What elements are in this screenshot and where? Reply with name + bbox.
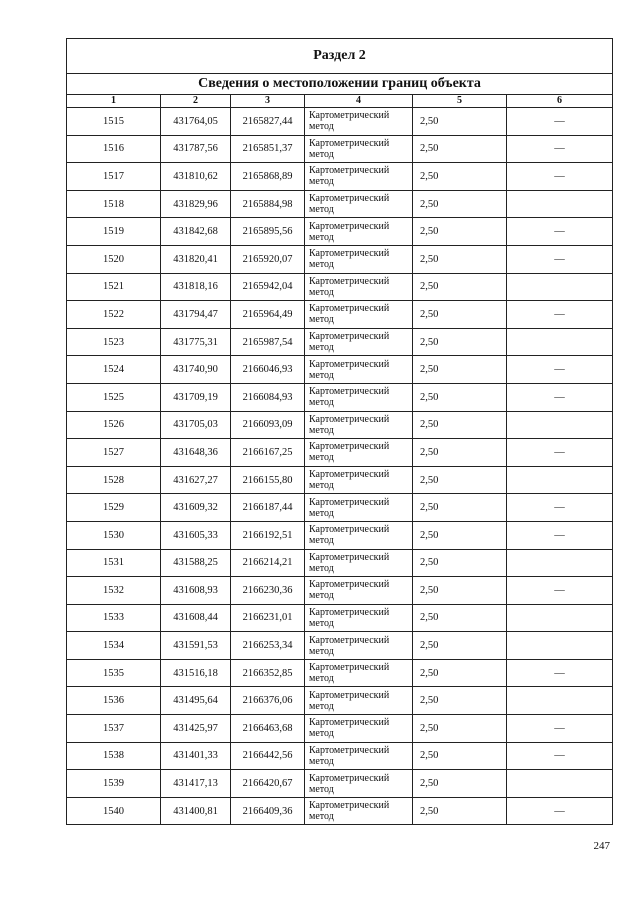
accuracy-cell: 2,50 [413, 190, 507, 218]
point-number: 1517 [67, 163, 161, 191]
point-number: 1539 [67, 770, 161, 798]
table-row [67, 218, 613, 246]
coord-y: 2166084,93 [231, 383, 305, 411]
note-cell [507, 273, 613, 301]
method-cell: Картометрический метод [305, 411, 413, 439]
column-number: 2 [161, 95, 231, 108]
method-cell: Картометрический метод [305, 494, 413, 522]
method-cell: Картометрический метод [305, 797, 413, 825]
method-cell: Картометрический метод [305, 659, 413, 687]
coord-y: 2166420,67 [231, 770, 305, 798]
point-number: 1540 [67, 797, 161, 825]
coord-x: 431495,64 [161, 687, 231, 715]
note-cell: — [507, 715, 613, 743]
coord-x: 431764,05 [161, 108, 231, 136]
table-row [67, 632, 613, 660]
method-cell: Картометрический метод [305, 521, 413, 549]
coord-x: 431842,68 [161, 218, 231, 246]
table-row [67, 466, 613, 494]
note-cell [507, 549, 613, 577]
point-number: 1527 [67, 439, 161, 467]
table-row [67, 770, 613, 798]
coord-x: 431605,33 [161, 521, 231, 549]
table-row [67, 245, 613, 273]
accuracy-cell: 2,50 [413, 549, 507, 577]
coord-x: 431709,19 [161, 383, 231, 411]
coord-y: 2165987,54 [231, 328, 305, 356]
point-number: 1529 [67, 494, 161, 522]
point-number: 1520 [67, 245, 161, 273]
table-row [67, 135, 613, 163]
coord-x: 431425,97 [161, 715, 231, 743]
point-number: 1534 [67, 632, 161, 660]
note-cell [507, 632, 613, 660]
accuracy-cell: 2,50 [413, 301, 507, 329]
coord-y: 2165964,49 [231, 301, 305, 329]
method-cell: Картометрический метод [305, 245, 413, 273]
coord-x: 431591,53 [161, 632, 231, 660]
note-cell: — [507, 383, 613, 411]
method-cell: Картометрический метод [305, 577, 413, 605]
coord-x: 431588,25 [161, 549, 231, 577]
table-row [67, 797, 613, 825]
table-row [67, 577, 613, 605]
point-number: 1537 [67, 715, 161, 743]
coord-y: 2165827,44 [231, 108, 305, 136]
accuracy-cell: 2,50 [413, 411, 507, 439]
coord-y: 2166046,93 [231, 356, 305, 384]
table-row [67, 687, 613, 715]
coord-x: 431740,90 [161, 356, 231, 384]
note-cell: — [507, 521, 613, 549]
method-cell: Картометрический метод [305, 328, 413, 356]
coord-x: 431787,56 [161, 135, 231, 163]
column-number: 1 [67, 95, 161, 108]
coord-y: 2166463,68 [231, 715, 305, 743]
section-title: Раздел 2 [67, 39, 613, 74]
table-row [67, 549, 613, 577]
coord-x: 431820,41 [161, 245, 231, 273]
method-cell: Картометрический метод [305, 439, 413, 467]
coord-y: 2166214,21 [231, 549, 305, 577]
coord-x: 431516,18 [161, 659, 231, 687]
point-number: 1521 [67, 273, 161, 301]
note-cell: — [507, 742, 613, 770]
coord-x: 431829,96 [161, 190, 231, 218]
method-cell: Картометрический метод [305, 190, 413, 218]
coord-x: 431608,44 [161, 604, 231, 632]
accuracy-cell: 2,50 [413, 439, 507, 467]
point-number: 1526 [67, 411, 161, 439]
method-cell: Картометрический метод [305, 273, 413, 301]
note-cell [507, 604, 613, 632]
method-cell: Картометрический метод [305, 549, 413, 577]
note-cell: — [507, 659, 613, 687]
coord-x: 431608,93 [161, 577, 231, 605]
method-cell: Картометрический метод [305, 715, 413, 743]
method-cell: Картометрический метод [305, 742, 413, 770]
column-number: 3 [231, 95, 305, 108]
accuracy-cell: 2,50 [413, 521, 507, 549]
accuracy-cell: 2,50 [413, 742, 507, 770]
table-row [67, 273, 613, 301]
table-row [67, 494, 613, 522]
note-cell [507, 328, 613, 356]
accuracy-cell: 2,50 [413, 687, 507, 715]
method-cell: Картометрический метод [305, 383, 413, 411]
accuracy-cell: 2,50 [413, 797, 507, 825]
accuracy-cell: 2,50 [413, 108, 507, 136]
method-cell: Картометрический метод [305, 770, 413, 798]
note-cell [507, 687, 613, 715]
point-number: 1530 [67, 521, 161, 549]
coord-y: 2165884,98 [231, 190, 305, 218]
note-cell: — [507, 301, 613, 329]
table-row [67, 301, 613, 329]
note-cell: — [507, 356, 613, 384]
method-cell: Картометрический метод [305, 218, 413, 246]
coord-y: 2165942,04 [231, 273, 305, 301]
accuracy-cell: 2,50 [413, 383, 507, 411]
coord-x: 431810,62 [161, 163, 231, 191]
coord-y: 2166093,09 [231, 411, 305, 439]
coord-x: 431627,27 [161, 466, 231, 494]
note-cell [507, 190, 613, 218]
coord-y: 2165868,89 [231, 163, 305, 191]
note-cell: — [507, 494, 613, 522]
accuracy-cell: 2,50 [413, 632, 507, 660]
point-number: 1536 [67, 687, 161, 715]
note-cell: — [507, 245, 613, 273]
accuracy-cell: 2,50 [413, 245, 507, 273]
table-row [67, 604, 613, 632]
method-cell: Картометрический метод [305, 604, 413, 632]
point-number: 1532 [67, 577, 161, 605]
point-number: 1531 [67, 549, 161, 577]
coord-x: 431417,13 [161, 770, 231, 798]
point-number: 1516 [67, 135, 161, 163]
accuracy-cell: 2,50 [413, 770, 507, 798]
method-cell: Картометрический метод [305, 687, 413, 715]
coord-y: 2166187,44 [231, 494, 305, 522]
boundary-table [66, 38, 613, 825]
coord-x: 431609,32 [161, 494, 231, 522]
method-cell: Картометрический метод [305, 356, 413, 384]
method-cell: Картометрический метод [305, 135, 413, 163]
section-subtitle: Сведения о местоположении границ объекта [67, 74, 613, 95]
coord-y: 2166442,56 [231, 742, 305, 770]
accuracy-cell: 2,50 [413, 715, 507, 743]
column-number: 4 [305, 95, 413, 108]
coord-y: 2165851,37 [231, 135, 305, 163]
point-number: 1515 [67, 108, 161, 136]
accuracy-cell: 2,50 [413, 577, 507, 605]
coord-y: 2166230,36 [231, 577, 305, 605]
accuracy-cell: 2,50 [413, 494, 507, 522]
coord-x: 431648,36 [161, 439, 231, 467]
column-number-row [67, 95, 613, 108]
note-cell [507, 770, 613, 798]
note-cell: — [507, 439, 613, 467]
point-number: 1523 [67, 328, 161, 356]
table-row [67, 659, 613, 687]
table-row [67, 521, 613, 549]
note-cell [507, 466, 613, 494]
table-row [67, 715, 613, 743]
accuracy-cell: 2,50 [413, 356, 507, 384]
accuracy-cell: 2,50 [413, 273, 507, 301]
accuracy-cell: 2,50 [413, 328, 507, 356]
coord-y: 2165920,07 [231, 245, 305, 273]
point-number: 1525 [67, 383, 161, 411]
note-cell: — [507, 135, 613, 163]
page-number: 247 [593, 840, 610, 852]
coord-x: 431401,33 [161, 742, 231, 770]
method-cell: Картометрический метод [305, 163, 413, 191]
accuracy-cell: 2,50 [413, 135, 507, 163]
coord-x: 431400,81 [161, 797, 231, 825]
note-cell: — [507, 163, 613, 191]
coord-y: 2166192,51 [231, 521, 305, 549]
coord-x: 431818,16 [161, 273, 231, 301]
coord-y: 2166352,85 [231, 659, 305, 687]
coord-y: 2166409,36 [231, 797, 305, 825]
table-row [67, 190, 613, 218]
point-number: 1522 [67, 301, 161, 329]
method-cell: Картометрический метод [305, 466, 413, 494]
accuracy-cell: 2,50 [413, 163, 507, 191]
table-row [67, 108, 613, 136]
point-number: 1524 [67, 356, 161, 384]
coord-x: 431705,03 [161, 411, 231, 439]
note-cell: — [507, 797, 613, 825]
accuracy-cell: 2,50 [413, 466, 507, 494]
coord-y: 2166167,25 [231, 439, 305, 467]
point-number: 1518 [67, 190, 161, 218]
column-number: 5 [413, 95, 507, 108]
method-cell: Картометрический метод [305, 632, 413, 660]
coord-x: 431794,47 [161, 301, 231, 329]
coord-y: 2166155,80 [231, 466, 305, 494]
table-row [67, 411, 613, 439]
coord-y: 2165895,56 [231, 218, 305, 246]
point-number: 1528 [67, 466, 161, 494]
note-cell: — [507, 218, 613, 246]
table-row [67, 163, 613, 191]
point-number: 1533 [67, 604, 161, 632]
accuracy-cell: 2,50 [413, 218, 507, 246]
point-number: 1538 [67, 742, 161, 770]
note-cell [507, 411, 613, 439]
note-cell: — [507, 108, 613, 136]
document-page [66, 38, 612, 825]
table-row [67, 328, 613, 356]
method-cell: Картометрический метод [305, 301, 413, 329]
note-cell: — [507, 577, 613, 605]
table-row [67, 383, 613, 411]
method-cell: Картометрический метод [305, 108, 413, 136]
coord-y: 2166253,34 [231, 632, 305, 660]
table-row [67, 742, 613, 770]
accuracy-cell: 2,50 [413, 659, 507, 687]
point-number: 1535 [67, 659, 161, 687]
column-number: 6 [507, 95, 613, 108]
table-row [67, 439, 613, 467]
table-row [67, 356, 613, 384]
coord-x: 431775,31 [161, 328, 231, 356]
point-number: 1519 [67, 218, 161, 246]
coord-y: 2166231,01 [231, 604, 305, 632]
accuracy-cell: 2,50 [413, 604, 507, 632]
coord-y: 2166376,06 [231, 687, 305, 715]
